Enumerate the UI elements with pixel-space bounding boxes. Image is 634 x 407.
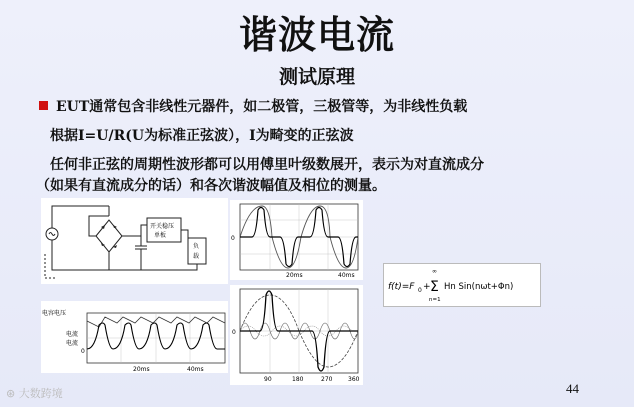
bullet-line-1 xyxy=(39,96,467,116)
circuit-diagram xyxy=(41,198,228,284)
body-line-2: 根据I=U/R(U为标准正弦波），I为畸变的正弦波 xyxy=(50,128,354,144)
circuit-svg xyxy=(41,198,228,284)
bullet-icon xyxy=(39,101,48,110)
watermark-icon: ⊛ xyxy=(6,387,16,400)
wave-top-t1: 20ms xyxy=(286,272,303,279)
formula-sum-top: ∞ xyxy=(432,268,437,275)
waveform-bl-svg xyxy=(41,301,228,373)
formula-plus: + xyxy=(423,282,431,292)
waveform-top-svg xyxy=(230,200,363,280)
wave-bl-current-label-2: 电流 xyxy=(66,340,79,347)
slide-subtitle: 测试原理 xyxy=(278,66,355,88)
waveform-capacitor-voltage xyxy=(41,301,228,373)
load-label-2: 载 xyxy=(193,253,200,260)
waveform-distorted-current xyxy=(230,200,363,280)
wave-br-tick-90: 90 xyxy=(264,376,272,383)
load-label-1: 负 xyxy=(193,243,200,250)
wave-br-tick-180: 180 xyxy=(292,376,304,383)
page-number: 44 xyxy=(566,381,579,396)
waveform-harmonic-components xyxy=(230,285,363,385)
wave-bl-current-label-1: 电流 xyxy=(66,331,79,338)
sigma-icon: Σ xyxy=(430,279,439,295)
switch-label-2: 单板 xyxy=(154,232,167,239)
wave-bl-t1: 20ms xyxy=(133,366,150,373)
slide-title: 谐波电流 xyxy=(238,12,395,57)
body-line-3: 任何非正弦的周期性波形都可以用傅里叶级数展开，表示为对直流成分 xyxy=(50,157,484,173)
wave-bl-t2: 40ms xyxy=(187,366,204,373)
wave-br-tick-270: 270 xyxy=(321,376,333,383)
formula-term: Hn Sin(nωt+Φn) xyxy=(444,282,514,292)
wave-bl-zero: 0 xyxy=(81,348,85,355)
wave-top-zero: 0 xyxy=(231,235,235,242)
watermark-text: 大数跨境 xyxy=(18,387,63,400)
formula-svg xyxy=(384,264,540,306)
switch-label-1: 开关稳压 xyxy=(150,223,175,230)
wave-bl-voltage-label: 电容电压 xyxy=(42,310,67,317)
wave-top-t2: 40ms xyxy=(338,272,355,279)
wave-br-zero: 0 xyxy=(232,329,236,336)
fourier-formula xyxy=(383,263,541,307)
waveform-br-svg xyxy=(230,285,363,385)
wave-br-tick-360: 360 xyxy=(348,376,360,383)
formula-sum-bottom: n=1 xyxy=(429,297,441,303)
formula-lhs-sub: 0 xyxy=(418,287,422,294)
watermark-logo xyxy=(6,385,63,401)
formula-lhs: f(t)=F xyxy=(388,282,415,292)
body-line-4: （如果有直流成分的话）和各次谐波幅值及相位的测量。 xyxy=(36,178,386,194)
bullet-text-1: EUT通常包含非线性元器件，如二极管，三极管等，为非线性负载 xyxy=(56,99,468,115)
